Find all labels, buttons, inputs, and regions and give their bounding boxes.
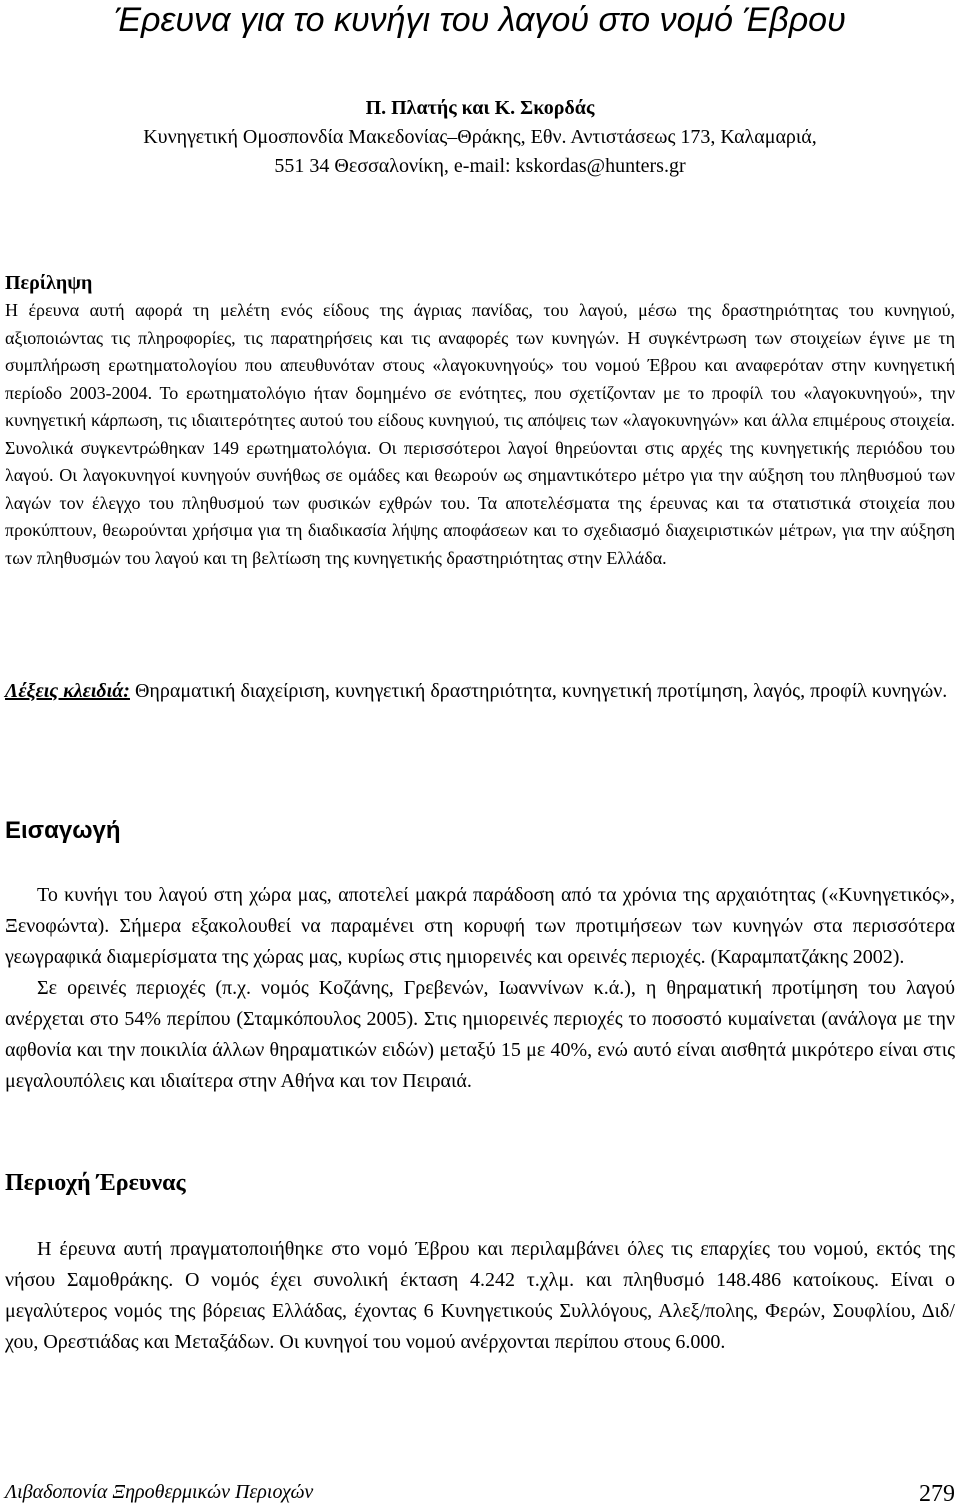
abstract-heading: Περίληψη <box>5 272 93 294</box>
abstract-section <box>5 270 955 572</box>
page-footer <box>5 1474 955 1507</box>
introduction-paragraph: Το κυνήγι του λαγού στη χώρα μας, αποτελεί μακρά παράδοση από τα χρόνια της αρχαιότητας («Κυνηγετικός», Ξενοφώντα). Σήμερα εξακολουθεί να παραμένει στη κορυφή των προτιμήσεων των κυνηγών στα περισσότερα γεωγραφικά διαμερίσματα της χώρας μας, κυρίως στις ημιορεινές και ορεινές περιοχές. (Καραμπατζάκης 2002). <box>5 884 955 968</box>
journal-name: Λιβαδοπονία Ξηροθερμικών Περιοχών <box>5 1481 314 1503</box>
introduction-body <box>5 880 955 1097</box>
page-number: 279 <box>919 1481 955 1507</box>
keywords <box>5 676 955 707</box>
abstract-text: Η έρευνα αυτή αφορά τη μελέτη ενός είδους της άγριας πανίδας, του λαγού, μέσω της δραστηριότητας του κυνηγιού, αξιοποιώντας τις πληροφορίες, τις παρατηρήσεις και τις αναφορές των κυνηγών. Η συγκέντρωση των στοιχείων έγινε με τη συμπλήρωση ερωτηματολογίου που απευθυνόταν στους «λαγοκυνηγούς» του νομού Έβρου και αναφερόταν στην κυνηγετική περίοδο 2003-2004. Το ερωτηματολόγιο ήταν δομημένο σε ενότητες, που σχετίζονταν με το προφίλ του «λαγοκυνηγού», την κυνηγετική κάρπωση, τις ιδιαιτερότητες αυτού του είδους κυνηγιού, τις απόψεις των «λαγοκυνηγών» και άλλα επιμέρους στοιχεία. Συνολικά συγκεντρώθηκαν 149 ερωτηματολόγια. Οι περισσότεροι λαγοί θηρεύονται στις αρχές της κυνηγετικής περιόδου του λαγού. Οι λαγοκυνηγοί κυνηγούν συνήθως σε ομάδες και θεωρούν ως σημαντικότερο μέτρο για την αύξηση του πληθυσμού των λαγών τον έλεγχο του πληθυσμού των φυσικών εχθρών του. Τα αποτελέσματα της έρευνας και τα στατιστικά στοιχεία που προκύπτουν, θεωρούνται χρήσιμα για τη διαδικασία λήψης αποφάσεων και το σχεδιασμό διαχειριστικών μέτρων, για την αύξηση των πληθυσμών του λαγού και τη βελτίωση της κυνηγετικής δραστηριότητας στην Ελλάδα. <box>5 300 955 568</box>
paper-title: Έρευνα για το κυνήγι του λαγού στο νομό Έβρου <box>114 1 846 39</box>
study-area-heading: Περιοχή Έρευνας <box>5 1170 186 1196</box>
keywords-text: Θηραματική διαχείριση, κυνηγετική δραστηριότητα, κυνηγετική προτίμηση, λαγός, προφίλ κυνηγών. <box>134 680 948 702</box>
author-names: Π. Πλατής και Κ. Σκορδάς <box>365 97 595 119</box>
affiliation-line-2: 551 34 Θεσσαλονίκη, e-mail: kskordas@hunters.gr <box>274 155 686 177</box>
study-area-body <box>5 1234 955 1358</box>
introduction-paragraph: Σε ορεινές περιοχές (π.χ. νομός Κοζάνης, Γρεβενών, Ιωαννίνων κ.ά.), η θηραματική προτίμηση του λαγού ανέρχεται στο 54% περίπου (Σταμκόπουλος 2005). Στις ημιορεινές περιοχές το ποσοστό κυμαίνεται (ανάλογα με την αφθονία και την ποικιλία άλλων θηραματικών ειδών) μεταξύ 15 με 40%, ενώ αυτό είναι αισθητά μικρότερο είναι στις μεγαλουπόλεις και ιδιαίτερα στην Αθήνα και τον Πειραιά. <box>5 977 955 1092</box>
author-block <box>0 94 960 181</box>
introduction-heading: Εισαγωγή <box>5 817 121 844</box>
affiliation-line-1: Κυνηγετική Ομοσπονδία Μακεδονίας–Θράκης, Εθν. Αντιστάσεως 173, Καλαμαριά, <box>143 126 817 148</box>
study-area-paragraph: Η έρευνα αυτή πραγματοποιήθηκε στο νομό Έβρου και περιλαμβάνει όλες τις επαρχίες του νομού, εκτός της νήσου Σαμοθράκης. Ο νομός έχει συνολική έκταση 4.242 τ.χλμ. και πληθυσμό 148.486 κατοίκους. Είναι ο μεγαλύτερος νομός της βόρειας Ελλάδας, έχοντας 6 Κυνηγετικούς Συλλόγους, Αλεξ/πολης, Φερών, Σουφλίου, Διδ/χου, Ορεστιάδας και Μεταξάδων. Οι κυνηγοί του νομού ανέρχονται περίπου στους 6.000. <box>5 1238 955 1353</box>
keywords-label: Λέξεις κλειδιά: <box>5 680 130 702</box>
